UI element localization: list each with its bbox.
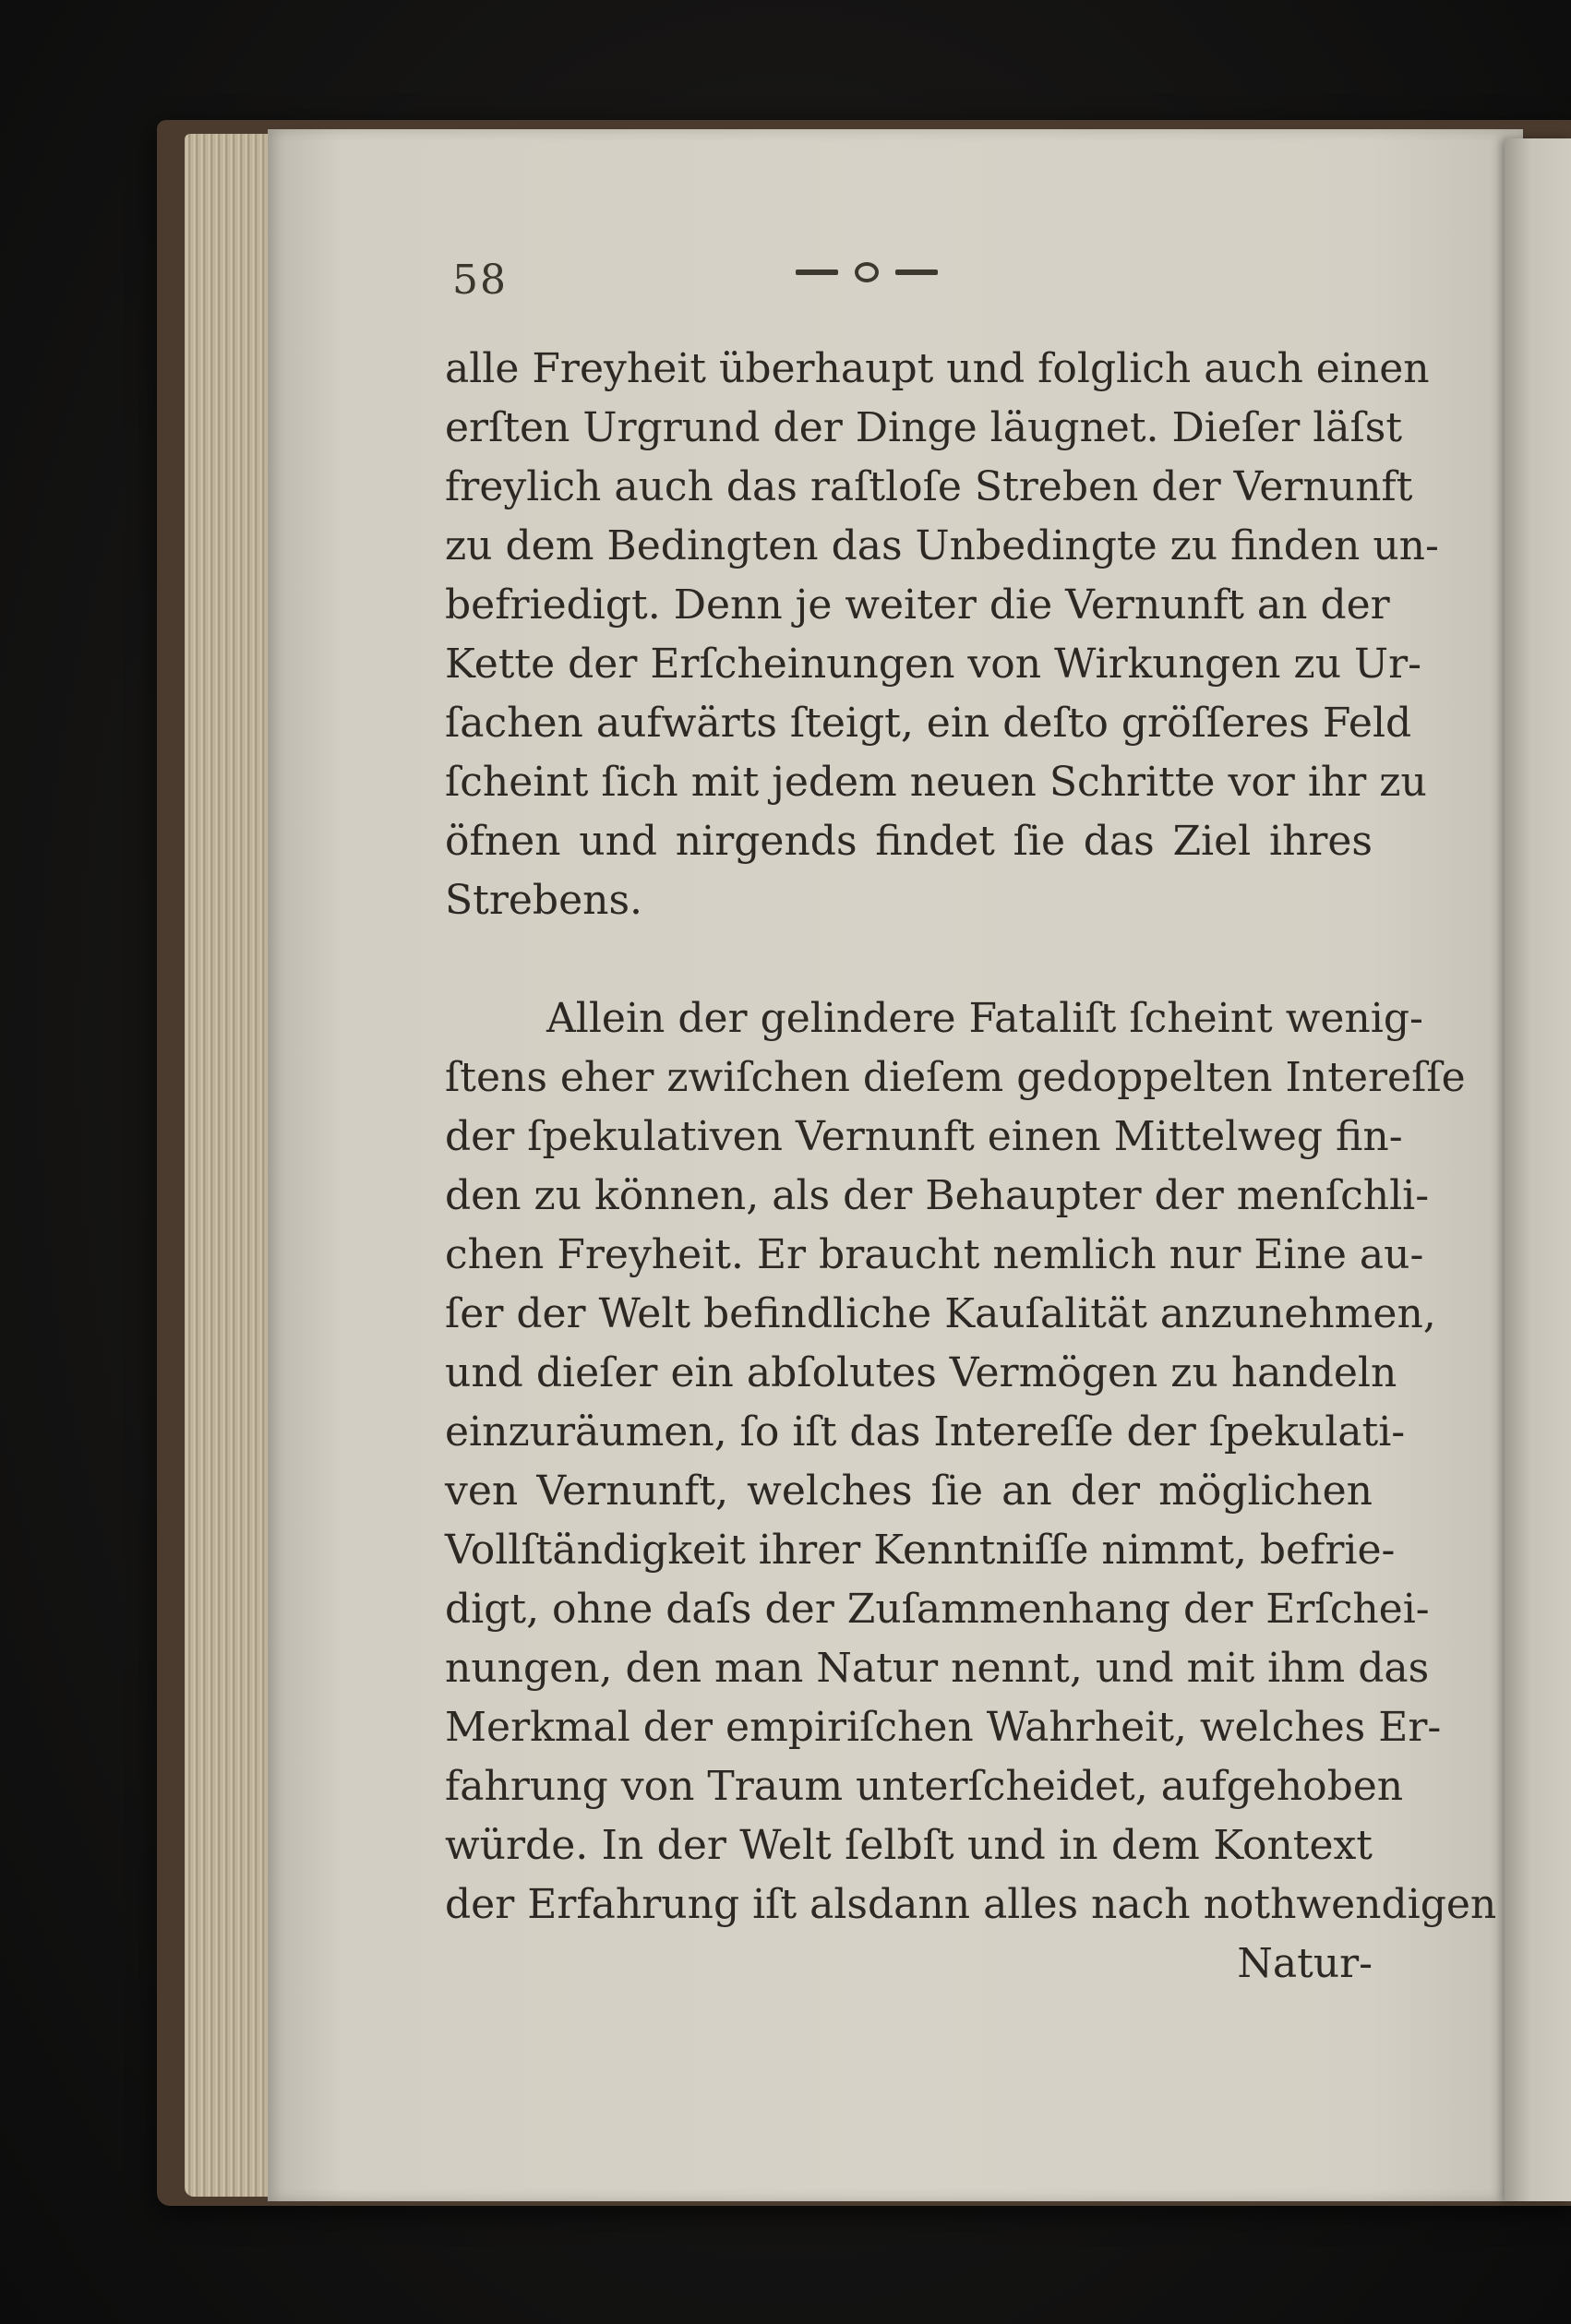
facing-page-edge <box>1505 138 1571 2201</box>
text-line: ſer der Welt befindliche Kauſalität anzunehmen, <box>445 1290 1436 1337</box>
rule-icon <box>796 270 838 275</box>
body-text <box>445 340 1497 1994</box>
text-line: Strebens. <box>445 877 643 924</box>
text-line: ven Vernunft, welches ſie an der möglichen <box>445 1467 1373 1515</box>
text-line: erſten Urgrund der Dinge läugnet. Dieſer läſst <box>445 404 1403 451</box>
text-line: chen Freyheit. Er braucht nemlich nur Eine au- <box>445 1231 1424 1278</box>
text-line: freylich auch das raſtloſe Streben der Vernunft <box>445 463 1413 510</box>
text-line: der Erfahrung iſt alsdann alles nach nothwendigen <box>445 1881 1497 1928</box>
text-line: ſtens eher zwiſchen dieſem gedoppelten Intereſſe <box>445 1054 1466 1101</box>
text-line: digt, ohne daſs der Zuſammenhang der Erſchei- <box>445 1586 1430 1633</box>
text-line: der ſpekulativen Vernunft einen Mittelweg fin- <box>445 1113 1403 1160</box>
text-line: befriedigt. Denn je weiter die Vernunft an der <box>445 581 1390 629</box>
text-line: Kette der Erſcheinungen von Wirkungen zu Ur- <box>445 641 1421 688</box>
paragraph-gap <box>445 930 1373 989</box>
circle-icon <box>855 262 879 282</box>
page-edges-stack <box>185 134 272 2197</box>
text-line: ſachen aufwärts ſteigt, ein deſto gröſſeres Feld <box>445 700 1412 747</box>
catchword: Natur- <box>1237 1940 1373 1987</box>
running-head <box>452 257 1375 312</box>
page-number: 58 <box>452 257 508 304</box>
text-line: nungen, den man Natur nennt, und mit ihm das <box>445 1645 1430 1692</box>
text-line: alle Freyheit überhaupt und folglich auch einen <box>445 345 1430 392</box>
text-line: Vollſtändigkeit ihrer Kenntniſſe nimmt, befrie- <box>445 1527 1396 1574</box>
paragraph-1 <box>445 340 1439 930</box>
text-line: und dieſer ein abſolutes Vermögen zu handeln <box>445 1349 1397 1396</box>
rule-circle-rule-ornament-icon <box>796 262 938 282</box>
text-line: Allein der gelindere Fataliſt ſcheint wenig- <box>546 995 1423 1042</box>
paragraph-2 <box>445 989 1497 1994</box>
text-line: fahrung von Traum unterſcheidet, aufgehoben <box>445 1763 1404 1810</box>
text-line: ſcheint ſich mit jedem neuen Schritte vor ihr zu <box>445 759 1427 806</box>
text-line: zu dem Bedingten das Unbedingte zu finden un- <box>445 522 1439 569</box>
text-line: Merkmal der empiriſchen Wahrheit, welches Er- <box>445 1704 1442 1751</box>
text-line: einzuräumen, ſo iſt das Intereſſe der ſpekulati- <box>445 1408 1406 1455</box>
rule-icon <box>895 270 938 275</box>
text-line: öfnen und nirgends findet ſie das Ziel ihres <box>445 818 1373 865</box>
text-line: würde. In der Welt ſelbſt und in dem Kontext <box>445 1822 1373 1869</box>
text-line: den zu können, als der Behaupter der menſchli- <box>445 1172 1430 1219</box>
